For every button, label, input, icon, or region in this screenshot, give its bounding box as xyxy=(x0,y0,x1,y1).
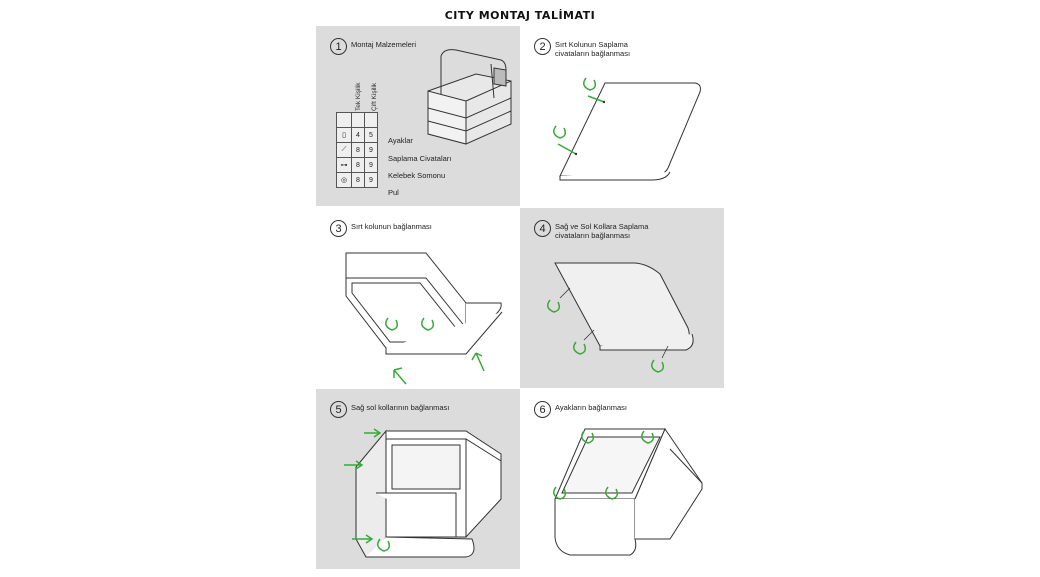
step-title: Ayakların bağlanması xyxy=(555,403,627,412)
material-label: Pul xyxy=(388,188,399,197)
back-arm-illustration xyxy=(520,26,724,206)
table-row: ⟋ 8 9 xyxy=(337,143,378,158)
foot-icon: ▯ xyxy=(337,128,352,143)
material-label: Saplama Civataları xyxy=(388,154,452,163)
step-5-panel xyxy=(316,389,520,569)
table-row: ⊶ 8 9 xyxy=(337,158,378,173)
step-number: 5 xyxy=(330,401,347,418)
step-title: Sağ sol kollarının bağlanması xyxy=(351,403,450,412)
step-title: Montaj Malzemeleri xyxy=(351,40,417,49)
step-2-panel xyxy=(520,26,724,206)
step-number: 4 xyxy=(534,220,551,237)
back-frame-illustration xyxy=(316,208,520,388)
column-header-single: Tek Kişilik xyxy=(355,82,362,111)
step-number: 6 xyxy=(534,401,551,418)
armchair-illustration xyxy=(316,26,520,206)
legs-assembly-illustration xyxy=(520,389,724,569)
step-1-panel xyxy=(316,26,520,206)
step-title: Sırt kolunun bağlanması xyxy=(351,222,432,231)
arms-assembly-illustration xyxy=(316,389,520,569)
step-title: Sırt Kolunun Saplama civataların bağlanması xyxy=(555,40,631,58)
step-number: 2 xyxy=(534,38,551,55)
table-row: ◎ 8 9 xyxy=(337,173,378,188)
step-title: Sağ ve Sol Kollara Saplama civataların bağlanması xyxy=(555,222,649,240)
column-header-double: Çift Kişilik xyxy=(371,82,378,111)
side-arm-illustration xyxy=(520,208,724,388)
step-number: 1 xyxy=(330,38,347,55)
table-row: ▯ 4 5 xyxy=(337,128,378,143)
wing-nut-icon: ⊶ xyxy=(337,158,352,173)
step-3-panel xyxy=(316,208,520,388)
washer-icon: ◎ xyxy=(337,173,352,188)
material-label: Ayaklar xyxy=(388,136,413,145)
step-number: 3 xyxy=(330,220,347,237)
material-label: Kelebek Somonu xyxy=(388,171,446,180)
page-title: CITY MONTAJ TALİMATI xyxy=(444,9,596,22)
step-6-panel xyxy=(520,389,724,569)
step-4-panel xyxy=(520,208,724,388)
bolt-icon: ⟋ xyxy=(337,143,352,158)
